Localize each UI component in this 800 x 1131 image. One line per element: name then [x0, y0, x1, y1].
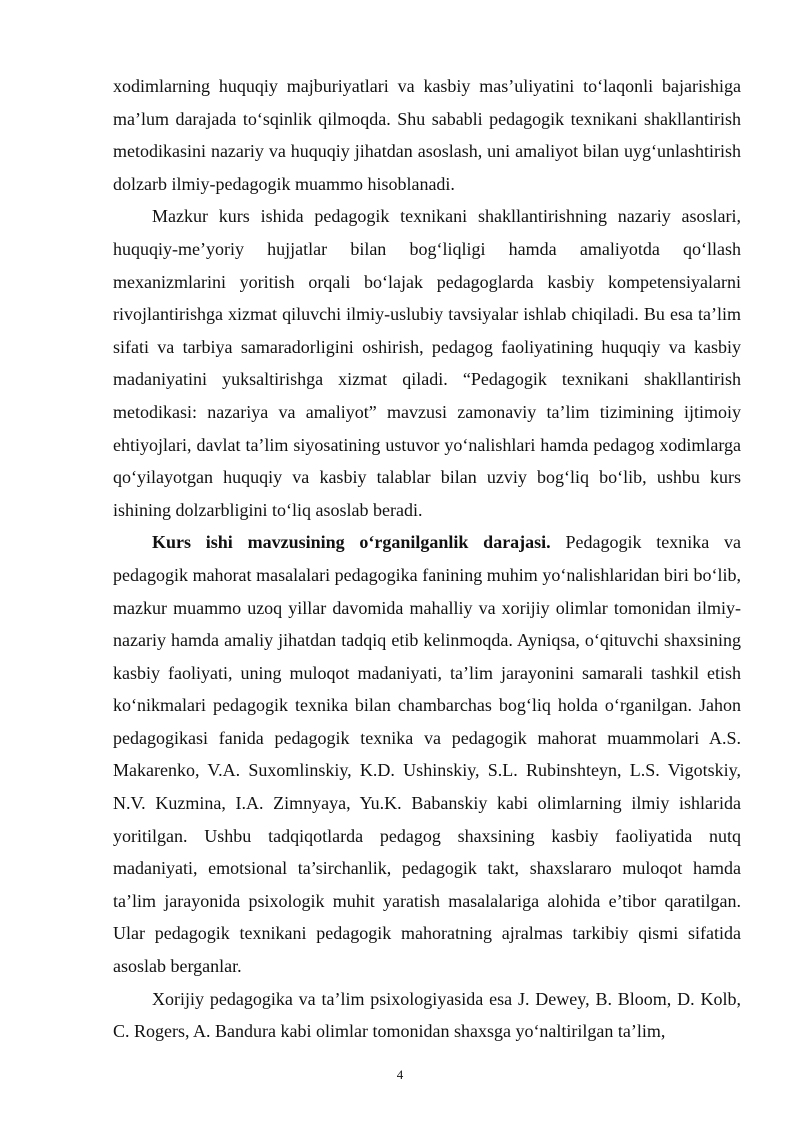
paragraph-foreign-pedagogy: Xorijiy pedagogika va ta’lim psixologiyasida esa J. Dewey, B. Bloom, D. Kolb, C. Rogers, A. Bandura kabi olimlar tomonidan shaxsga yo‘naltirilgan ta’lim, [113, 988, 741, 1042]
paragraph-intro-continuation: xodimlarning huquqiy majburiyatlari va kasbiy mas’uliyatini to‘laqonli bajarishiga ma’lum darajada to‘sqinlik qilmoqda. Shu sababli pedagogik texnikani shakllantirish metodikasini nazariy va huquqiy jihatdan asoslash, uni amaliyot bilan uyg‘unlashtirish dolzarb ilmiy-pedagogik muammo hisoblanadi. [113, 76, 741, 194]
section-lead-heading: Kurs ishi mavzusining o‘rganilganlik darajasi. [152, 532, 551, 553]
paragraph-course-purpose: Mazkur kurs ishida pedagogik texnikani shakllantirishning nazariy asoslari, huquqiy-me’yoriy hujjatlar bilan bog‘liqligi hamda amaliyotda qo‘llash mexanizmlarini yoritish orqali bo‘lajak pedagoglarda kasbiy kompetensiyalarni rivojlantirishga xizmat qiluvchi ilmiy-uslubiy tavsiyalar ishlab chiqiladi. Bu esa ta’lim sifati va tarbiya samaradorligini oshirish, pedagog faoliyatining huquqiy va kasbiy madaniyatini yuksaltirishga xizmat qiladi. “Pedagogik texnikani shakllantirish metodikasi: nazariya va amaliyot” mavzusi zamonaviy ta’lim tizimining ijtimoiy ehtiyojlari, davlat ta’lim siyosatining ustuvor yo‘nalishlari hamda pedagog xodimlarga qo‘yilayotgan huquqiy va kasbiy talablar bilan uzviy bog‘liq bo‘lib, ushbu kurs ishining dolzarbligini to‘liq asoslab beradi. [113, 206, 741, 520]
document-page [113, 70, 741, 1048]
paragraph-study-level [113, 526, 741, 982]
paragraph-study-level-body: Pedagogik texnika va pedagogik mahorat masalalari pedagogika fanining muhim yo‘nalishlaridan biri bo‘lib, mazkur muammo uzoq yillar davomida mahalliy va xorijiy olimlar tomonidan ilmiy-nazariy hamda amaliy jihatdan tadqiq etib kelinmoqda. Ayniqsa, o‘qituvchi shaxsining kasbiy faoliyati, uning muloqot madaniyati, ta’lim jarayonini samarali tashkil etish ko‘nikmalari pedagogik texnika bilan chambarchas bog‘liq holda o‘rganilgan. Jahon pedagogikasi fanida pedagogik texnika va pedagogik mahorat muammolari A.S. Makarenko, V.A. Suxomlinskiy, K.D. Ushinskiy, S.L. Rubinshteyn, L.S. Vigotskiy, N.V. Kuzmina, I.A. Zimnyaya, Yu.K. Babanskiy kabi olimlarning ilmiy ishlarida yoritilgan. Ushbu tadqiqotlarda pedagog shaxsining kasbiy faoliyatida nutq madaniyati, emotsional ta’sirchanlik, pedagogik takt, shaxslararo muloqot hamda ta’lim jarayonida psixologik muhit yaratish masalalariga alohida e’tibor qaratilgan. Ular pedagogik texnikani pedagogik mahoratning ajralmas tarkibiy qismi sifatida asoslab berganlar. [113, 532, 741, 977]
page-number: 4 [396, 1067, 404, 1082]
